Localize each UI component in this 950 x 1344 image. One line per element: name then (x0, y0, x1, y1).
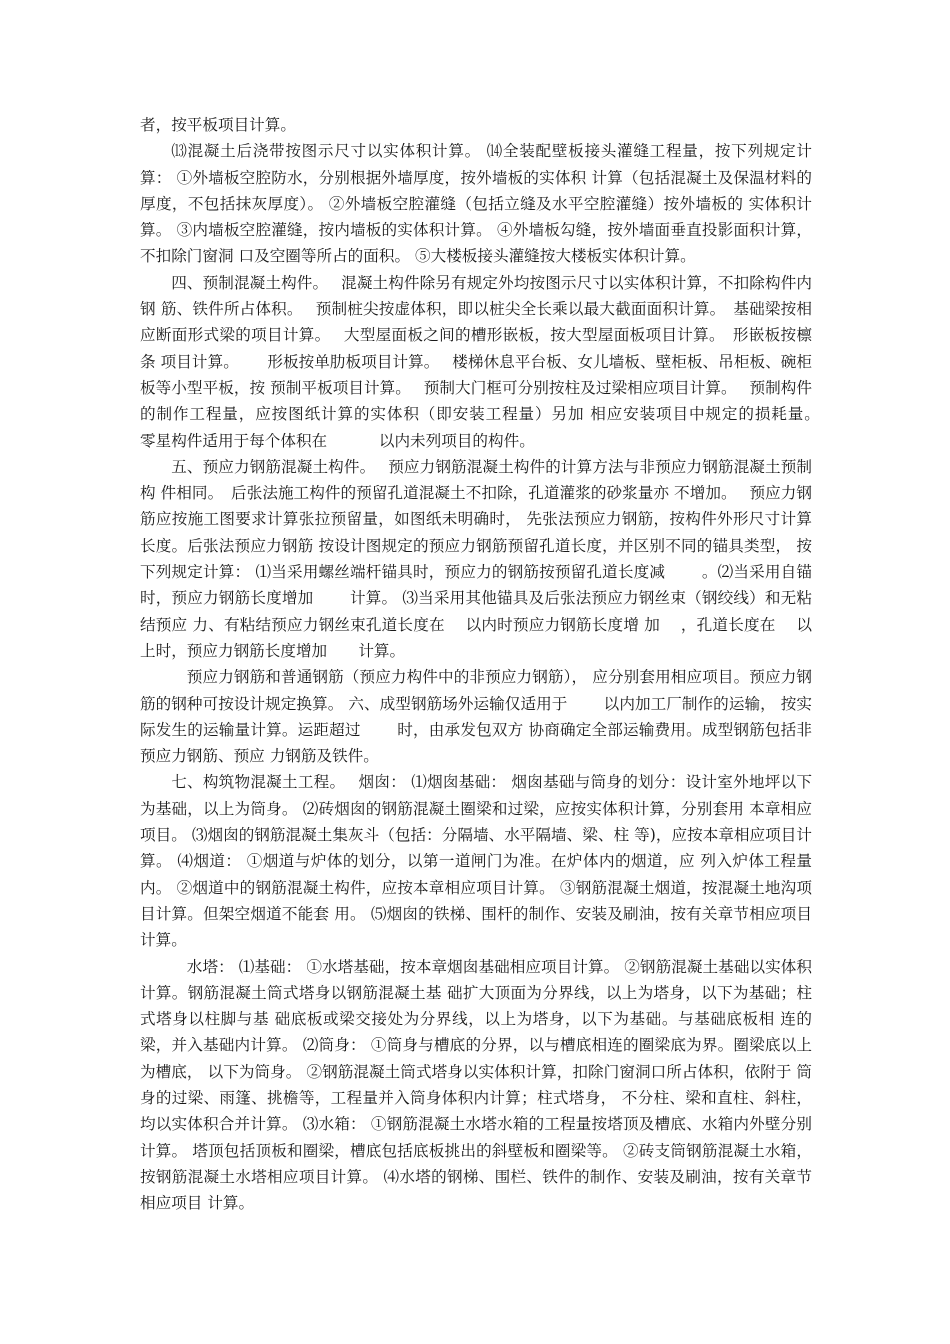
paragraph-precast-concrete: 四、预制混凝土构件。 混凝土构件除另有规定外均按图示尺寸以实体积计算，不扣除构件内钢 筋、铁件所占体积。 预制桩尖按虚体积，即以桩尖全长乘以最大截面面积计算。 基础梁按相应断面形式梁的项目计算。 大型屋面板之间的槽形嵌板，按大型屋面板项目计算。 形嵌板按檩条 项目计算。 形板按单肋板项目计算。 楼梯休息平台板、女儿墙板、壁柜板、吊柜板、碗柜板等小型平板，按 预制平板项目计算。 预制大门框可分别按柱及过梁相应项目计算。 预制构件的制作工程量，应按图纸计算的实体积（即安装工程量）另加 相应安装项目中规定的损耗量。 零星构件适用于每个体积在 以内未列项目的构件。 (140, 273, 833, 450)
paragraph-prestressed-concrete: 五、预应力钢筋混凝土构件。 预应力钢筋混凝土构件的计算方法与非预应力钢筋混凝土预制构 件相同。 后张法施工构件的预留孔道混凝土不扣除，孔道灌浆的砂浆量亦 不增加。 预应力钢筋应按施工图要求计算张拉预留量，如图纸未明确时， 先张法预应力钢筋，按构件外形尺寸计算长度。后张法预应力钢筋 按设计图规定的预应力钢筋预留孔道长度，并区别不同的锚具类型， 按下列规定计算： ⑴当采用螺丝端杆锚具时，预应力的钢筋按预留孔道长度减 。⑵当采用自锚时，预应力钢筋长度增加 计算。 ⑶当采用其他锚具及后张法预应力钢丝束（钢绞线）和无粘结预应 力、有粘结预应力钢丝束孔道长度在 以内时预应力钢筋长度增 加 ，孔道长度在 以上时，预应力钢筋长度增加 计算。 (140, 457, 812, 660)
paragraph-joint-grouting: ⒀混凝土后浇带按图示尺寸以实体积计算。 ⒁全装配壁板接头灌缝工程量，按下列规定计算： ①外墙板空腔防水，分别根据外墙厚度，按外墙板的实体积 计算（包括混凝土及保温材料的厚度，不包括抹灰厚度）。 ②外墙板空腔灌缝（包括立缝及水平空腔灌缝）按外墙板的 实体积计算。 ③内墙板空腔灌缝，按内墙板的实体积计算。 ④外墙板勾缝，按外墙面垂直投影面积计算，不扣除门窗洞 口及空圈等所占的面积。 ⑤大楼板接头灌缝按大楼板实体积计算。 (140, 142, 812, 266)
paragraph-water-tower: 水塔： ⑴基础： ①水塔基础，按本章烟囱基础相应项目计算。 ②钢筋混凝土基础以实体积计算。钢筋混凝土筒式塔身以钢筋混凝土基 础扩大顶面为分界线，以上为塔身，以下为基础；柱式塔身以柱脚与基 础底板或梁交接处为分界线，以上为塔身，以下为基础。与基础底板相 连的梁，并入基础内计算。 ⑵筒身： ①筒身与槽底的分界，以与槽底相连的圈梁底为界。圈梁底以上为槽底， 以下为筒身。 ②钢筋混凝土筒式塔身以实体积计算，扣除门窗洞口所占体积，依附于 筒身的过梁、雨篷、挑檐等，工程量并入筒身体积内计算；柱式塔身， 不分柱、梁和直柱、斜柱，均以实体积合并计算。 ⑶水箱： ①钢筋混凝土水塔水箱的工程量按塔顶及槽底、水箱内外壁分别计算。 塔顶包括顶板和圈梁，槽底包括底板挑出的斜壁板和圈梁等。 ②砖支筒钢筋混凝土水箱，按钢筋混凝土水塔相应项目计算。 ⑷水塔的钢梯、围栏、铁件的制作、安装及刷油，按有关章节相应项目 计算。 (140, 957, 812, 1213)
paragraph-chimney: 七、构筑物混凝土工程。 烟囱： ⑴烟囱基础： 烟囱基础与筒身的划分：设计室外地坪以下为基础，以上为筒身。 ⑵砖烟囱的钢筋混凝土圈梁和过梁，应按实体积计算，分别套用 本章相应项目。 ⑶烟囱的钢筋混凝土集灰斗（包括：分隔墙、水平隔墙、梁、柱 等)，应按本章相应项目计算。 ⑷烟道： ①烟道与炉体的划分，以第一道闸门为准。在炉体内的烟道，应 列入炉体工程量内。 ②烟道中的钢筋混凝土构件，应按本章相应项目计算。 ③钢筋混凝土烟道，按混凝土地沟项目计算。但架空烟道不能套 用。 ⑸烟囱的铁梯、围杆的制作、安装及刷油，按有关章节相应项目 计算。 (140, 773, 812, 950)
paragraph-continuation: 者，按平板项目计算。 (140, 116, 296, 134)
paragraph-rebar-transport: 预应力钢筋和普通钢筋（预应力构件中的非预应力钢筋）， 应分别套用相应项目。预应力钢筋的钢种可按设计规定换算。 六、成型钢筋场外运输仅适用于 以内加工厂制作的运输， 按实际发生的运输量计算。运距超过 时，由承发包双方 协商确定全部运输费用。成型钢筋包括非预应力钢筋、预应 力钢筋及铁件。 (140, 668, 812, 766)
document-page (140, 112, 833, 1216)
